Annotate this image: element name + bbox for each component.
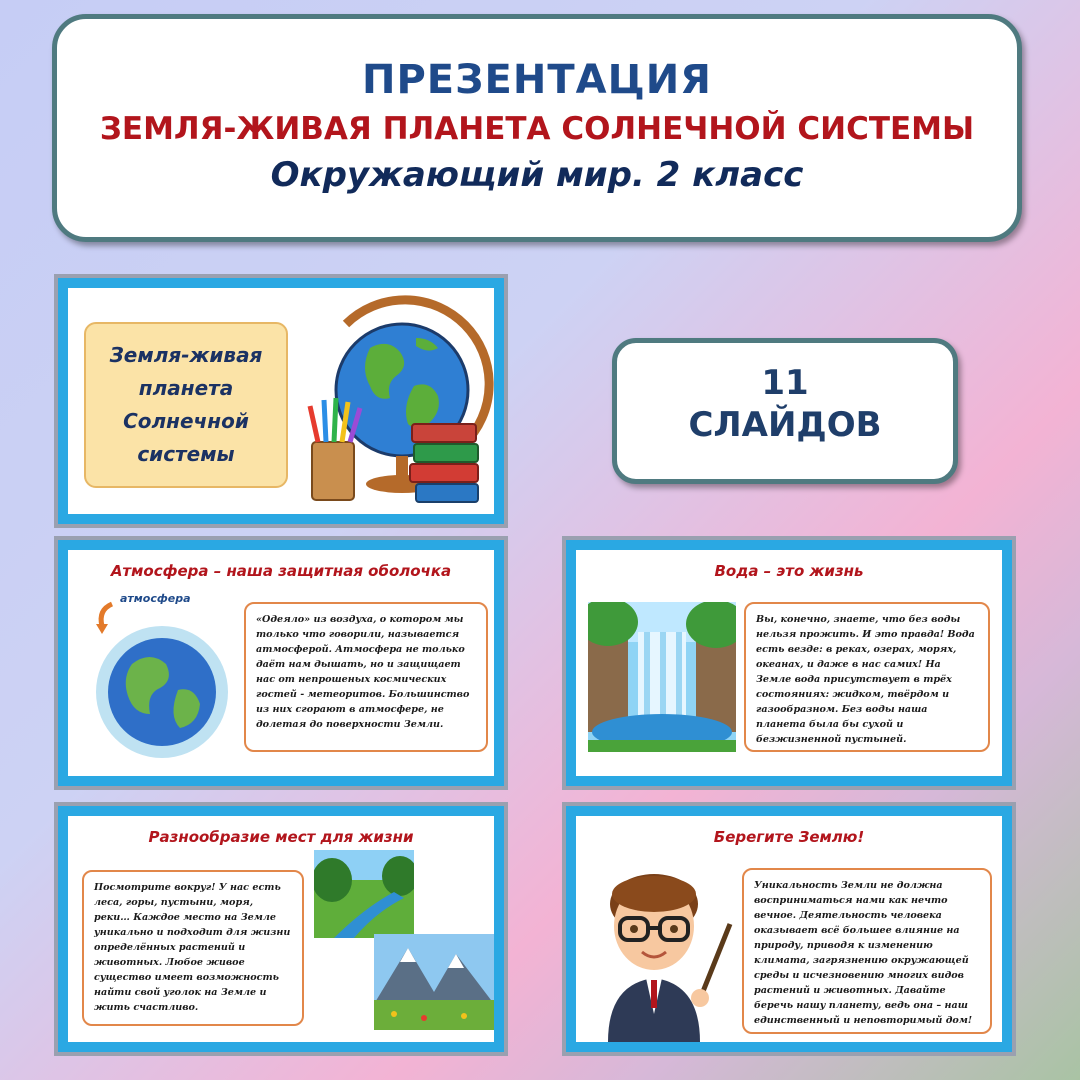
slide-thumbnail-cover[interactable] [58, 278, 504, 524]
atmosphere-label: атмосфера [120, 592, 191, 605]
slide-title: Атмосфера – наша защитная оболочка [110, 562, 452, 580]
cover-title: Земля-живая планета Солнечной системы [84, 322, 288, 488]
waterfall-icon [588, 602, 736, 752]
earth-icon [82, 594, 238, 760]
slide-thumbnail-protect-earth[interactable] [566, 806, 1012, 1052]
presentation-subject: Окружающий мир. 2 класс [270, 155, 804, 195]
slide-count-badge [612, 338, 958, 484]
teacher-character-icon [590, 864, 740, 1042]
slide-title: Берегите Землю! [713, 828, 865, 846]
presentation-label: ПРЕЗЕНТАЦИЯ [362, 57, 712, 103]
slide-count-word: СЛАЙДОВ [688, 405, 882, 445]
slide-thumbnail-water[interactable] [566, 540, 1012, 786]
globe-icon [304, 294, 500, 512]
slide-title: Разнообразие мест для жизни [148, 828, 414, 846]
atmosphere-text: «Одеяло» из воздуха, о котором мы только что говорили, называется атмосферой. Атмосфера не только даёт нам дышать, но и защищает нас от непрошеных космических гостей - метеоритов. Большинство из них сгорают в атмосфере, не долетая до поверхности Земли. [244, 602, 488, 752]
river-landscape-icon [314, 850, 414, 938]
slide-thumbnail-habitats[interactable] [58, 806, 504, 1052]
protect-earth-text: Уникальность Земли не должна восприниматься нами как нечто вечное. Деятельность человека оказывает всё большее влияние на природу, приводя к изменению климата, загрязнению окружающей среды и исчезновению многих видов растений и животных. Давайте беречь нашу планету, ведь она – наш единственный и неповторимый дом! [742, 868, 992, 1034]
slide-thumbnail-atmosphere[interactable] [58, 540, 504, 786]
title-card [52, 14, 1022, 242]
mountains-landscape-icon [374, 934, 494, 1030]
habitats-text: Посмотрите вокруг! У нас есть леса, горы, пустыни, моря, реки… Каждое место на Земле уникально и подходит для жизни определённых растений и животных. Любое живое существо имеет возможность найти свой уголок на Земле и жить счастливо. [82, 870, 304, 1026]
slide-title: Вода – это жизнь [714, 562, 864, 580]
presentation-title: ЗЕМЛЯ-ЖИВАЯ ПЛАНЕТА СОЛНЕЧНОЙ СИСТЕМЫ [99, 111, 975, 147]
water-text: Вы, конечно, знаете, что без воды нельзя прожить. И это правда! Вода есть везде: в реках, озерах, морях, океанах, и даже в нас самих! На Земле вода присутствует в трёх состояниях: жидком, твёрдом и газообразном. Без воды наша планета была бы сухой и безжизненной пустыней. [744, 602, 990, 752]
slide-count-number: 11 [761, 363, 809, 403]
